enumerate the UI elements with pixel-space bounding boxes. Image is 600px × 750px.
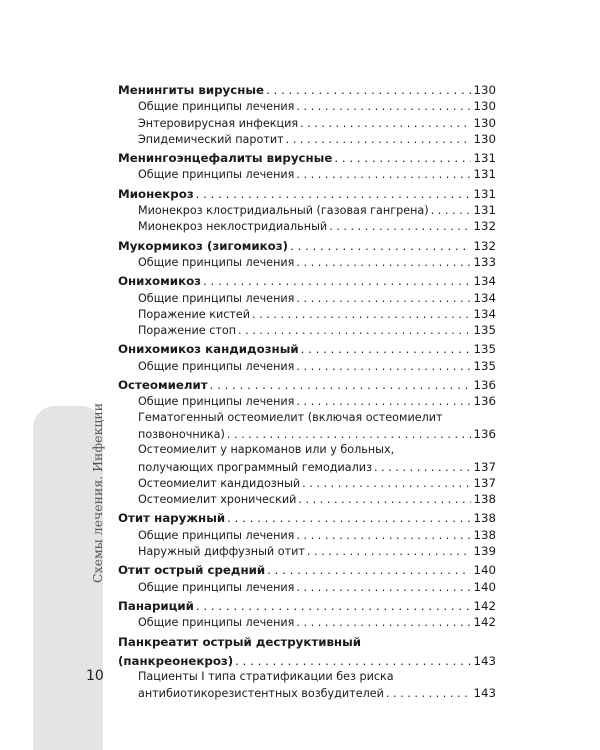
toc-page-number: 132 bbox=[473, 219, 496, 234]
toc-heading[interactable] bbox=[118, 186, 496, 202]
toc-page-number: 131 bbox=[473, 186, 496, 201]
toc-label: Наружный диффузный отит bbox=[138, 545, 305, 559]
toc-label: Общие принципы лечения bbox=[138, 580, 295, 594]
toc-label: Пациенты I типа стратификации без риска bbox=[138, 670, 394, 684]
toc-page-number: 136 bbox=[473, 378, 496, 393]
toc-page-number: 139 bbox=[473, 544, 496, 559]
toc-label: Общие принципы лечения bbox=[138, 255, 295, 269]
toc-entry[interactable] bbox=[118, 290, 496, 306]
toc-label: Менингоэнцефалиты вирусные bbox=[118, 151, 333, 166]
toc-page-number: 133 bbox=[473, 254, 496, 269]
toc-label: Общие принципы лечения bbox=[138, 528, 295, 542]
dot-leader bbox=[296, 291, 471, 306]
toc-entry[interactable] bbox=[118, 442, 496, 458]
toc-label: Онихомикоз кандидозный bbox=[118, 342, 299, 357]
dot-leader bbox=[210, 377, 472, 393]
toc-label: Общие принципы лечения bbox=[138, 395, 295, 409]
toc-entry[interactable] bbox=[118, 426, 496, 442]
dot-leader bbox=[296, 394, 471, 409]
toc-page-number: 130 bbox=[473, 131, 496, 146]
toc-label: Мионекроз bbox=[118, 186, 194, 201]
toc-label: Отит наружный bbox=[118, 511, 226, 526]
toc-label: Общие принципы лечения bbox=[138, 100, 295, 114]
dot-leader bbox=[334, 150, 471, 166]
dot-leader bbox=[300, 116, 471, 131]
table-of-contents bbox=[118, 82, 496, 702]
section-title-vertical: Схемы лечения. Инфекции bbox=[90, 402, 105, 583]
toc-page-number: 135 bbox=[473, 358, 496, 373]
dot-leader bbox=[266, 82, 471, 98]
toc-page-number: 131 bbox=[473, 151, 496, 166]
toc-heading[interactable] bbox=[118, 273, 496, 289]
toc-page-number: 130 bbox=[473, 99, 496, 114]
toc-label: Общие принципы лечения bbox=[138, 616, 295, 630]
toc-entry[interactable] bbox=[118, 475, 496, 491]
toc-page-number: 143 bbox=[473, 653, 496, 668]
toc-page-number: 134 bbox=[473, 290, 496, 305]
toc-page-number: 136 bbox=[473, 426, 496, 441]
dot-leader bbox=[329, 219, 471, 234]
toc-entry[interactable] bbox=[118, 218, 496, 234]
dot-leader bbox=[290, 238, 471, 254]
dot-leader bbox=[267, 562, 471, 578]
toc-heading[interactable] bbox=[118, 562, 496, 578]
toc-entry[interactable] bbox=[118, 543, 496, 559]
toc-label: антибиотикорезистентных возбудителей bbox=[138, 687, 384, 701]
dot-leader bbox=[298, 492, 471, 507]
toc-heading[interactable] bbox=[118, 341, 496, 357]
dot-leader bbox=[196, 598, 472, 614]
toc-entry[interactable] bbox=[118, 685, 496, 701]
toc-page-number: 142 bbox=[473, 598, 496, 613]
toc-entry[interactable] bbox=[118, 614, 496, 630]
toc-label: (панкреонекроз) bbox=[118, 653, 234, 668]
dot-leader bbox=[196, 186, 472, 202]
toc-page-number: 138 bbox=[473, 492, 496, 507]
dot-leader bbox=[296, 528, 471, 543]
toc-label: Энтеровирусная инфекция bbox=[138, 116, 299, 130]
dot-leader bbox=[386, 686, 472, 701]
toc-label: Общие принципы лечения bbox=[138, 359, 295, 373]
toc-heading[interactable] bbox=[118, 510, 496, 526]
toc-entry[interactable] bbox=[118, 306, 496, 322]
toc-page-number: 143 bbox=[473, 686, 496, 701]
dot-leader bbox=[252, 307, 471, 322]
dot-leader bbox=[296, 615, 471, 630]
toc-label: Менингиты вирусные bbox=[118, 83, 265, 97]
toc-entry[interactable] bbox=[118, 491, 496, 507]
toc-page-number: 135 bbox=[473, 323, 496, 338]
toc-page-number: 132 bbox=[473, 238, 496, 253]
toc-label: Мионекроз неклостридиальный bbox=[138, 220, 328, 234]
dot-leader bbox=[296, 359, 471, 374]
toc-label: Остеомиелит у наркоманов или у больных, bbox=[138, 443, 395, 457]
toc-page-number: 138 bbox=[473, 527, 496, 542]
toc-heading[interactable] bbox=[118, 150, 496, 166]
toc-page-number: 134 bbox=[473, 306, 496, 321]
toc-page-number: 134 bbox=[473, 274, 496, 289]
dot-leader bbox=[431, 203, 472, 218]
dot-leader bbox=[296, 99, 471, 114]
dot-leader bbox=[238, 323, 471, 338]
toc-page-number: 140 bbox=[473, 563, 496, 578]
toc-label: Общие принципы лечения bbox=[138, 168, 295, 182]
dot-leader bbox=[307, 544, 472, 559]
toc-heading[interactable] bbox=[118, 634, 496, 650]
toc-label: Поражение кистей bbox=[138, 307, 251, 321]
dot-leader bbox=[227, 510, 471, 526]
toc-page-number: 136 bbox=[473, 394, 496, 409]
toc-entry[interactable] bbox=[118, 166, 496, 182]
toc-heading[interactable] bbox=[118, 653, 496, 669]
toc-entry[interactable] bbox=[118, 98, 496, 114]
toc-entry[interactable] bbox=[118, 358, 496, 374]
toc-label: позвоночника) bbox=[138, 427, 225, 441]
toc-page-number: 131 bbox=[473, 203, 496, 218]
toc-label: Эпидемический паротит bbox=[138, 132, 284, 146]
dot-leader bbox=[227, 427, 472, 442]
toc-entry[interactable] bbox=[118, 527, 496, 543]
toc-label: Панариций bbox=[118, 598, 194, 613]
dot-leader bbox=[203, 273, 471, 289]
toc-page-number: 130 bbox=[473, 83, 496, 97]
toc-entry[interactable] bbox=[118, 131, 496, 147]
toc-entry[interactable] bbox=[118, 669, 496, 685]
toc-label: Мионекроз клостридиальный (газовая гангрена) bbox=[138, 204, 429, 218]
toc-label: Гематогенный остеомиелит (включая остеомиелит bbox=[138, 410, 443, 424]
toc-label: Мукормикоз (зигомикоз) bbox=[118, 238, 289, 253]
dot-leader bbox=[235, 653, 471, 669]
dot-leader bbox=[302, 476, 471, 491]
toc-entry[interactable] bbox=[118, 459, 496, 475]
dot-leader bbox=[301, 341, 472, 357]
toc-label: Остеомиелит кандидозный bbox=[138, 476, 301, 490]
toc-label: Остеомиелит хронический bbox=[138, 493, 297, 507]
toc-entry[interactable] bbox=[118, 393, 496, 409]
toc-entry[interactable] bbox=[118, 202, 496, 218]
toc-heading[interactable] bbox=[118, 377, 496, 393]
toc-heading[interactable] bbox=[118, 238, 496, 254]
page-number: 10 bbox=[86, 668, 104, 684]
toc-label: Общие принципы лечения bbox=[138, 291, 295, 305]
toc-entry[interactable] bbox=[118, 579, 496, 595]
toc-label: Остеомиелит bbox=[118, 378, 208, 393]
toc-label: получающих программный гемодиализ bbox=[138, 460, 373, 474]
toc-entry[interactable] bbox=[118, 322, 496, 338]
toc-entry[interactable] bbox=[118, 115, 496, 131]
toc-entry[interactable] bbox=[118, 254, 496, 270]
toc-page-number: 138 bbox=[473, 511, 496, 526]
toc-heading[interactable] bbox=[118, 82, 496, 98]
toc-label: Онихомикоз bbox=[118, 274, 202, 289]
toc-page-number: 140 bbox=[473, 579, 496, 594]
toc-page-number: 130 bbox=[473, 115, 496, 130]
toc-label: Отит острый средний bbox=[118, 563, 266, 578]
toc-page-number: 137 bbox=[473, 475, 496, 490]
dot-leader bbox=[296, 167, 471, 182]
toc-entry[interactable] bbox=[118, 410, 496, 426]
dot-leader bbox=[296, 255, 471, 270]
toc-page-number: 142 bbox=[473, 615, 496, 630]
toc-label: Поражение стоп bbox=[138, 324, 237, 338]
toc-label: Панкреатит острый деструктивный bbox=[118, 634, 362, 649]
dot-leader bbox=[286, 132, 472, 147]
toc-heading[interactable] bbox=[118, 598, 496, 614]
toc-page-number: 131 bbox=[473, 167, 496, 182]
dot-leader bbox=[296, 580, 471, 595]
toc-page-number: 135 bbox=[473, 342, 496, 357]
dot-leader bbox=[374, 460, 471, 475]
toc-page-number: 137 bbox=[473, 459, 496, 474]
